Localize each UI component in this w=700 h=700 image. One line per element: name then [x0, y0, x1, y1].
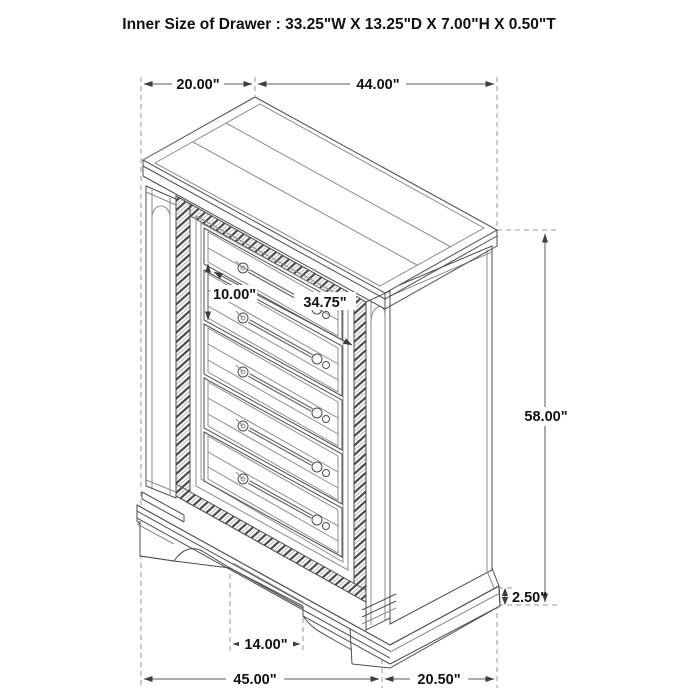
dim-label-base-height: 2.50" — [512, 590, 548, 606]
rope-molding-right — [354, 295, 366, 602]
dim-label-overall-depth: 20.50" — [417, 672, 461, 688]
rope-molding-left — [176, 196, 190, 504]
side-panel — [390, 246, 492, 624]
dim-label-top-depth: 20.00" — [176, 77, 220, 93]
dim-label-overall-width: 45.00" — [233, 672, 277, 688]
dim-label-overall-height: 58.00" — [524, 409, 568, 425]
dim-label-drawer-height: 10.00" — [213, 287, 257, 303]
dim-label-top-width: 44.00" — [356, 77, 400, 93]
dim-label-drawer-width: 34.75" — [303, 295, 347, 311]
diagram-title: Inner Size of Drawer : 33.25"W X 13.25"D X 7.00"H X 0.50"T — [122, 16, 556, 33]
dim-label-foot-clearance: 14.00" — [244, 637, 288, 653]
